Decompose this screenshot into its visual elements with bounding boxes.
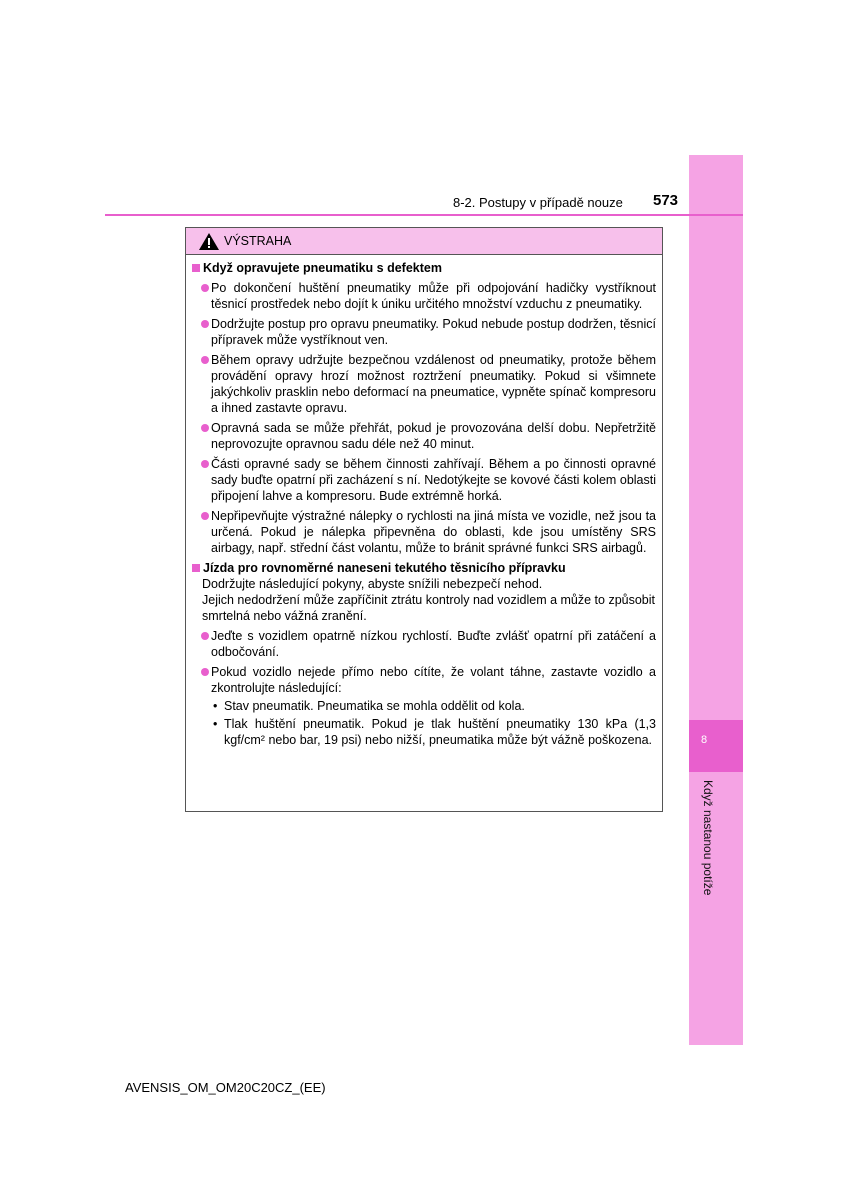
list-item bbox=[201, 352, 656, 416]
dot-bullet-icon bbox=[201, 632, 209, 640]
list-item bbox=[201, 280, 656, 312]
list-item-text: Dodržujte postup pro opravu pneumatiky. Pokud nebude postup dodržen, těsnicí přípravek může vystříknout ven. bbox=[211, 317, 656, 347]
list-item bbox=[201, 420, 656, 452]
sub-list-item bbox=[213, 716, 656, 748]
sub-list-item bbox=[213, 698, 656, 714]
dot-bullet-icon bbox=[201, 356, 209, 364]
warning-title: VÝSTRAHA bbox=[224, 234, 292, 248]
list-item-text: Pokud vozidlo nejede přímo nebo cítíte, že volant táhne, zastavte vozidlo a zkontrolujte následující: bbox=[211, 665, 656, 695]
section-heading bbox=[192, 260, 656, 276]
dot-bullet-icon bbox=[201, 460, 209, 468]
document-code: AVENSIS_OM_OM20C20CZ_(EE) bbox=[125, 1080, 326, 1095]
list-item bbox=[201, 628, 656, 660]
list-item bbox=[201, 664, 656, 696]
list-item-text: Nepřipevňujte výstražné nálepky o rychlosti na jiná místa ve vozidle, než jsou ta určená. Pokud je nálepka připevněna do oblasti, kde jsou umístěny SRS airbagy, např. střední část volantu, může to bránit správné funkci SRS airbagů. bbox=[211, 509, 656, 555]
sub-bullet-mark: • bbox=[213, 717, 218, 731]
paragraph: Dodržujte následující pokyny, abyste snížili nebezpečí nehod. bbox=[202, 577, 543, 591]
section-heading bbox=[192, 560, 656, 576]
section-title: 8-2. Postupy v případě nouze bbox=[453, 195, 623, 210]
list-item-text: Části opravné sady se během činnosti zahřívají. Během a po činnosti opravné sady buďte opatrní při zacházení s ní. Nedotýkejte se kovové části kolem oblasti připojení lahve a kompresoru. Bude extrémně horká. bbox=[211, 457, 656, 503]
warning-triangle-icon bbox=[199, 233, 219, 250]
dot-bullet-icon bbox=[201, 512, 209, 520]
list-item-text: Po dokončení huštění pneumatiky může při odpojování hadičky vystříknout těsnicí prostředek nebo dojít k úniku určitého množství vzduchu z pneumatiky. bbox=[211, 281, 656, 311]
warning-box bbox=[185, 227, 663, 812]
list-item bbox=[201, 456, 656, 504]
page-number: 573 bbox=[653, 192, 679, 209]
dot-bullet-icon bbox=[201, 284, 209, 292]
section-heading-text: Když opravujete pneumatiku s defektem bbox=[203, 261, 442, 275]
warning-header bbox=[186, 228, 662, 255]
paragraph: Jejich nedodržení může zapříčinit ztrátu kontroly nad vozidlem a může to způsobit smrtelná nebo vážná zranění. bbox=[202, 593, 656, 623]
dot-bullet-icon bbox=[201, 668, 209, 676]
chapter-tab bbox=[689, 155, 743, 1045]
square-bullet-icon bbox=[192, 564, 200, 572]
dot-bullet-icon bbox=[201, 424, 209, 432]
chapter-number: 8 bbox=[701, 734, 708, 746]
warning-body bbox=[186, 255, 662, 748]
sub-list-item-text: Tlak huštění pneumatik. Pokud je tlak huštění pneumatiky 130 kPa (1,3 kgf/cm² nebo bar, 19 psi) nebo nižší, pneumatika může být vážně poškozena. bbox=[224, 717, 656, 747]
header-rule bbox=[105, 214, 743, 216]
list-item bbox=[201, 316, 656, 348]
chapter-number-tab bbox=[689, 720, 743, 772]
list-item-text: Opravná sada se může přehřát, pokud je provozována delší dobu. Nepřetržitě neprovozujte opravnou sadu déle než 40 minut. bbox=[211, 421, 656, 451]
square-bullet-icon bbox=[192, 264, 200, 272]
sub-bullet-mark: • bbox=[213, 699, 218, 713]
list-item bbox=[201, 508, 656, 556]
sub-list-item-text: Stav pneumatik. Pneumatika se mohla oddělit od kola. bbox=[224, 699, 525, 713]
list-item-text: Během opravy udržujte bezpečnou vzdálenost od pneumatiky, protože během provádění opravy hrozí možnost roztržení pneumatiky. Pokud si všimnete jakýchkoliv prasklin nebo deformací na pneumatice, vypněte spínač kompresoru a ihned zastavte opravu. bbox=[211, 353, 656, 415]
chapter-title: Když nastanou potíže bbox=[701, 780, 715, 896]
section-heading-text: Jízda pro rovnoměrné naneseni tekutého těsnicího přípravku bbox=[203, 561, 566, 575]
dot-bullet-icon bbox=[201, 320, 209, 328]
list-item-text: Jeďte s vozidlem opatrně nízkou rychlostí. Buďte zvlášť opatrní při zatáčení a odbočování. bbox=[211, 629, 656, 659]
